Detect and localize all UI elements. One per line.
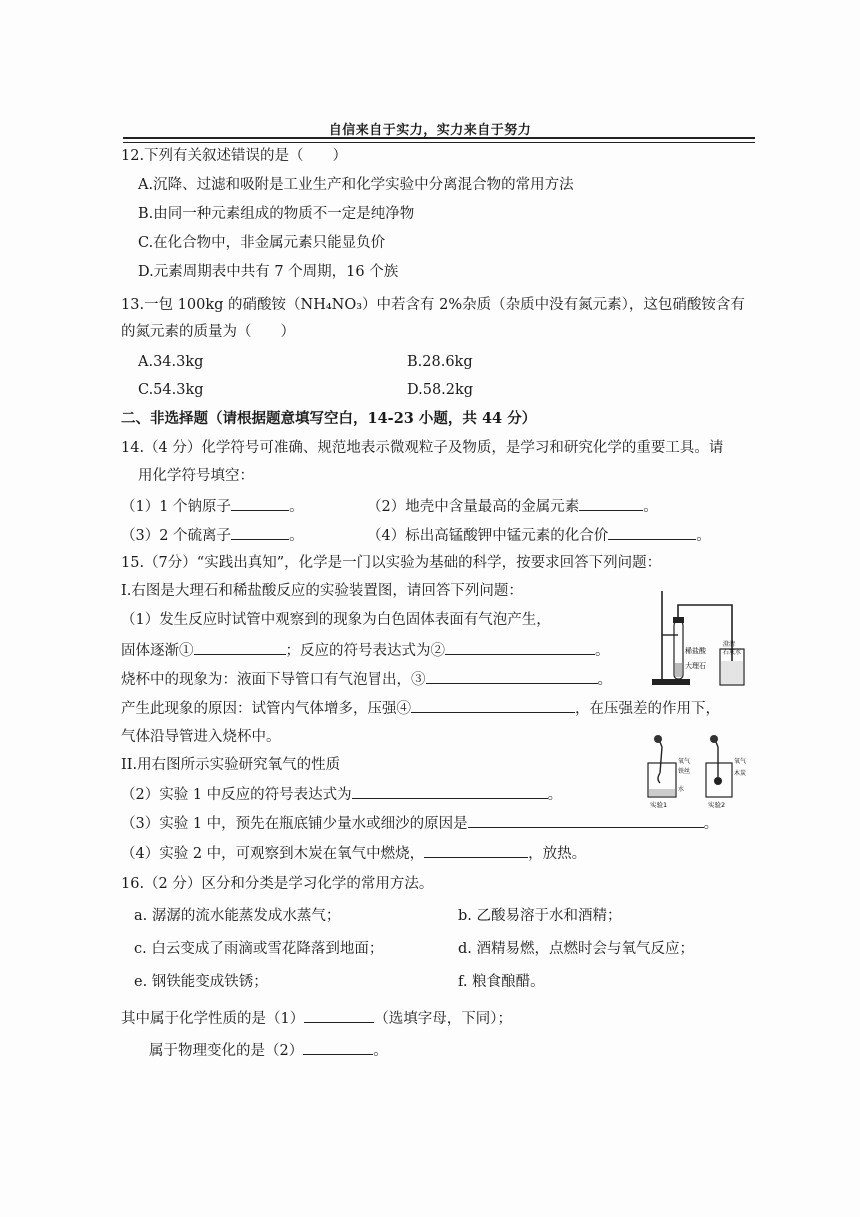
q15-p2-line2 — [121, 813, 718, 834]
q15-p1-line2 — [121, 640, 610, 661]
header-rule-thin — [123, 142, 755, 143]
section-2-title: 二、非选择题（请根据题意填写空白，14-23 小题，共 44 分） — [121, 410, 537, 427]
q13-option-a: A.34.3kg — [138, 354, 204, 370]
q14-item-1 — [121, 496, 304, 517]
q15-p2-line3-start: （4）实验 2 中，可观察到木炭在氧气中燃烧， — [121, 846, 425, 862]
q14-item-4-label: （4）标出高锰酸钾中锰元素的化合价 — [367, 528, 609, 544]
q12-option-c: C.在化合物中，非金属元素只能显负价 — [138, 235, 386, 251]
q15-p2-line1 — [121, 784, 562, 805]
q14-stem-line1: 14.（4 分）化学符号可准确、规范地表示微观粒子及物质，是学习和研究化学的重要工具。请 — [121, 440, 724, 456]
q16-stem: 16.（2 分）区分和分类是学习化学的常用方法。 — [121, 876, 434, 892]
label-acid: 稀盐酸 — [685, 647, 706, 655]
q14-item-2 — [367, 496, 658, 517]
stopper — [673, 617, 684, 623]
q15-answer-2-blank[interactable] — [445, 640, 595, 655]
q15-p2-line2-end: 。 — [703, 816, 719, 832]
q14-item-3 — [121, 525, 304, 546]
label-limewater-2: 石灰水 — [723, 649, 742, 656]
q14-item-3-label: （3）2 个硫离子 — [121, 528, 232, 544]
q16-answer-2-blank[interactable] — [303, 1040, 373, 1055]
q13-option-c: C.54.3kg — [138, 382, 204, 398]
exp2-tongs-handle — [710, 735, 718, 743]
q13-option-d: D.58.2kg — [407, 382, 474, 398]
limewater — [721, 661, 743, 684]
q15-p1-line3-end: 。 — [597, 672, 612, 688]
q13-stem-line2: 的氮元素的质量为（ ） — [121, 324, 295, 340]
q14-stem-line2: 用化学符号填空： — [138, 468, 254, 484]
q15-p2-line2-text: （3）实验 1 中，预先在瓶底铺少量水或细沙的原因是 — [121, 816, 468, 832]
q15-answer-4-blank[interactable] — [411, 698, 575, 713]
q14-answer-3-blank[interactable] — [231, 525, 289, 540]
q12-option-a: A.沉降、过滤和吸附是工业生产和化学实验中分离混合物的常用方法 — [138, 177, 574, 193]
label-oxygen-1: 氧气 — [678, 758, 691, 765]
stand-base — [652, 679, 690, 685]
q16-question-2 — [149, 1040, 388, 1061]
q13-stem-line1: 13.一包 100kg 的硝酸铵（NH₄NO₃）中若含有 2%杂质（杂质中没有氮元素），这包硝酸铵含有 — [121, 297, 745, 313]
label-oxygen-2: 氧气 — [734, 758, 747, 765]
exp2-charcoal — [714, 777, 722, 785]
q15-p1-line2-end: 。 — [595, 643, 610, 659]
q15-answer-7-blank[interactable] — [424, 843, 528, 858]
q15-part2-title: II.用右图所示实验研究氧气的性质 — [121, 757, 341, 773]
q15-stem: 15.（7分）“实践出真知”，化学是一门以实验为基础的科学，按要求回答下列问题： — [121, 555, 662, 571]
q15-p1-line4-start: 产生此现象的原因：试管内气体增多，压强④ — [121, 701, 411, 717]
q14-item-4 — [367, 525, 711, 546]
q16-question-2-end: 。 — [373, 1043, 388, 1059]
q16-question-1-label: 其中属于化学性质的是（1） — [121, 1011, 305, 1027]
oxygen-experiments-figure — [644, 733, 754, 811]
q14-item-3-end: 。 — [289, 528, 304, 544]
q15-p2-line3-end: ，放热。 — [528, 846, 587, 862]
q15-p2-line1-end: 。 — [547, 787, 563, 803]
q15-p1-line1: （1）发生反应时试管中观察到的现象为白色固体表面有气泡产生， — [121, 612, 551, 628]
q15-p1-line3 — [121, 669, 612, 690]
q14-answer-1-blank[interactable] — [231, 496, 289, 511]
q15-p2-line3 — [121, 843, 586, 864]
marble-acid-apparatus-figure — [640, 583, 750, 691]
q16-item-f: f. 粮食酿醋。 — [458, 974, 545, 990]
q14-item-4-end: 。 — [696, 528, 711, 544]
label-wire: 铁丝 — [678, 768, 691, 775]
label-marble: 大理石 — [685, 662, 706, 670]
label-limewater-1: 澄清 — [723, 641, 736, 648]
q15-p1-line2-start: 固体逐渐① — [121, 643, 194, 659]
label-exp2: 实验2 — [708, 801, 726, 809]
q15-p1-line4 — [121, 698, 720, 719]
q14-item-2-end: 。 — [643, 499, 658, 515]
header-rule-thick — [123, 137, 755, 139]
q12-option-d: D.元素周期表中共有 7 个周期，16 个族 — [138, 264, 399, 280]
q14-item-1-end: 。 — [289, 499, 304, 515]
q15-answer-1-blank[interactable] — [194, 640, 286, 655]
q14-item-2-label: （2）地壳中含量最高的金属元素 — [367, 499, 580, 515]
q16-question-1 — [121, 1008, 512, 1029]
q12-option-b: B.由同一种元素组成的物质不一定是纯净物 — [138, 206, 415, 222]
q13-option-b: B.28.6kg — [407, 354, 473, 370]
q15-p2-line1-text: （2）实验 1 中反应的符号表达式为 — [121, 787, 352, 803]
label-water: 水 — [678, 786, 685, 793]
page-header-motto: 自信来自于实力，实力来自于努力 — [328, 123, 532, 138]
q12-stem: 12.下列有关叙述错误的是（ ） — [121, 148, 348, 164]
q14-item-1-label: （1）1 个钠原子 — [121, 499, 232, 515]
label-exp1: 实验1 — [650, 801, 668, 809]
q15-part1-title: I.右图是大理石和稀盐酸反应的实验装置图，请回答下列问题： — [121, 583, 523, 599]
q16-item-a: a. 潺潺的流水能蒸发成水蒸气； — [134, 908, 341, 924]
q15-answer-5-blank[interactable] — [352, 784, 548, 799]
q14-answer-4-blank[interactable] — [608, 525, 696, 540]
q14-answer-2-blank[interactable] — [579, 496, 643, 511]
marble-solid — [675, 663, 682, 677]
q16-item-b: b. 乙酸易溶于水和酒精； — [458, 908, 622, 924]
exp1-iron-wire — [658, 737, 662, 783]
q15-p1-line4-end: ，在压强差的作用下， — [575, 701, 720, 717]
q16-item-c: c. 白云变成了雨滴或雪花降落到地面； — [134, 941, 384, 957]
q16-answer-1-blank[interactable] — [304, 1008, 374, 1023]
q15-answer-3-blank[interactable] — [426, 669, 598, 684]
q15-answer-6-blank[interactable] — [468, 813, 704, 828]
label-carbon: 木炭 — [734, 770, 747, 777]
q16-question-1-note: （选填字母，下同）； — [374, 1011, 512, 1027]
q15-p1-line2-mid: ；反应的符号表达式为② — [285, 643, 445, 659]
q15-p1-line3-text: 烧杯中的现象为：液面下导管口有气泡冒出，③ — [121, 672, 426, 688]
q16-item-e: e. 钢铁能变成铁锈； — [134, 974, 268, 990]
exp1-water — [649, 789, 675, 796]
q16-item-d: d. 酒精易燃，点燃时会与氧气反应； — [458, 941, 694, 957]
exp2-tongs — [714, 737, 718, 777]
q15-p1-line5: 气体沿导管进入烧杯中。 — [121, 729, 281, 745]
q16-question-2-label: 属于物理变化的是（2） — [149, 1043, 304, 1059]
exp1-tongs — [654, 735, 662, 743]
